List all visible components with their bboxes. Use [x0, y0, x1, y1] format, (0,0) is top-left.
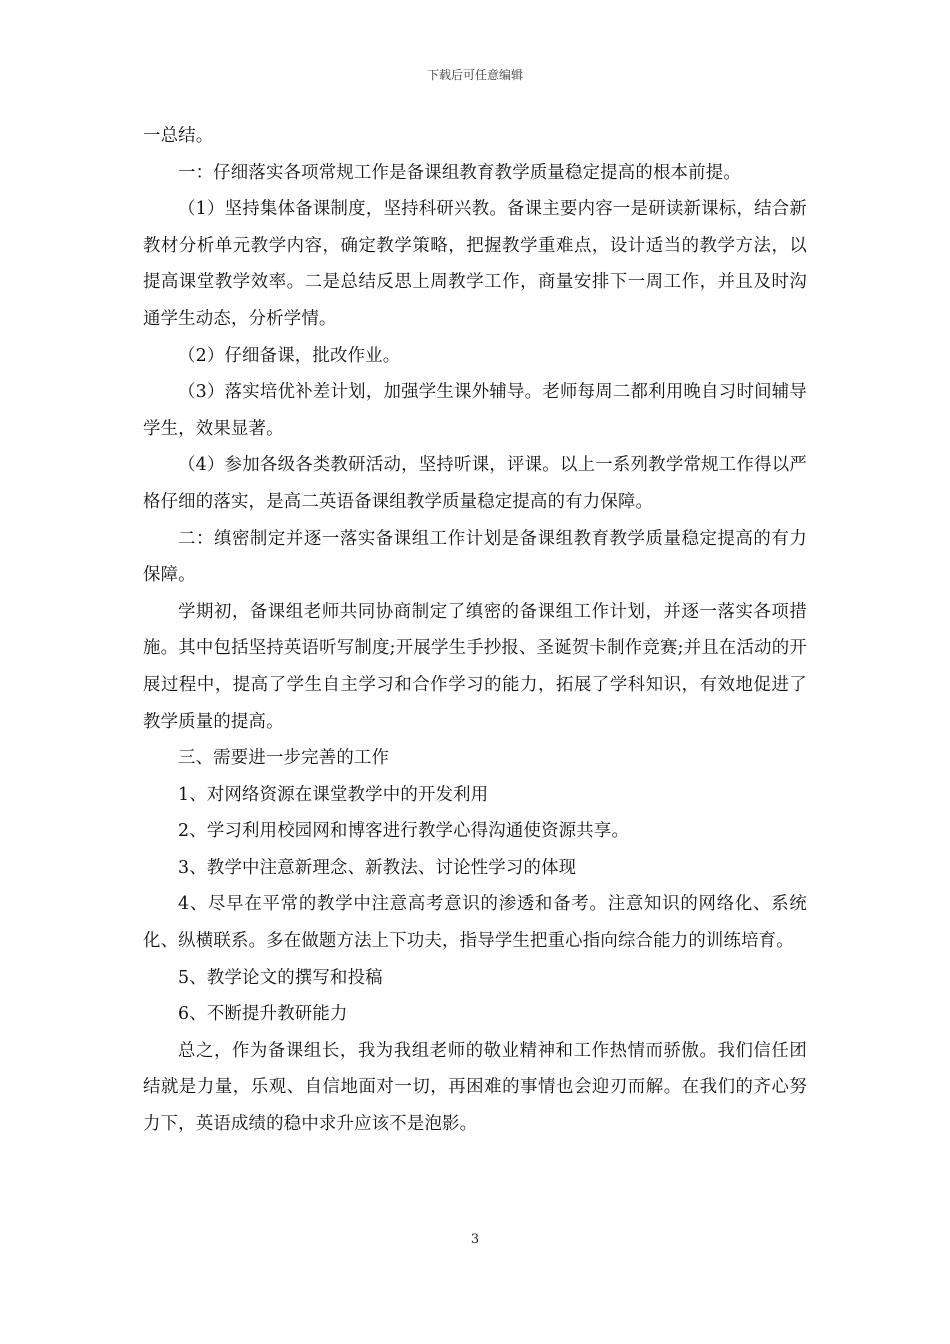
paragraph: 2、学习利用校园网和博客进行教学心得沟通使资源共享。 [178, 821, 630, 842]
paragraph: 学期初，备课组老师共同协商制定了缜密的备课组工作计划，并逐一落实各项措施。其中包括坚持英语听写制度;开展学生手抄报、圣诞贺卡制作竞赛;并且在活动的开展过程中，提高了学生自主学习和合作学习的能力，拓展了学科知识，有效地促进了教学质量的提高。 [143, 601, 807, 732]
paragraph: 3、教学中注意新理念、新教法、讨论性学习的体现 [178, 857, 577, 878]
paragraph: 一：仔细落实各项常规工作是备课组教育教学质量稳定提高的根本前提。 [178, 162, 741, 183]
paragraph: 1、对网络资源在课堂教学中的开发利用 [178, 784, 489, 805]
paragraph: 一总结。 [143, 126, 214, 146]
paragraph: 总之，作为备课组长，我为我组老师的敬业精神和工作热情而骄傲。我们信任团结就是力量，乐观、自信地面对一切，再困难的事情也会迎刃而解。在我们的齐心努力下，英语成绩的稳中求升应该不是泡影。 [143, 1040, 807, 1135]
paragraph: 三、需要进一步完善的工作 [178, 748, 390, 769]
page-number: 3 [470, 1232, 480, 1247]
paragraph: （4）参加各级各类教研活动，坚持听课，评课。以上一系列教学常规工作得以严格仔细的落实，是高二英语备课组教学质量稳定提高的有力保障。 [143, 455, 807, 512]
paragraph: （1）坚持集体备课制度，坚持科研兴教。备课主要内容一是研读新课标，结合新教材分析单元教学内容，确定教学策略，把握教学重难点，设计适当的教学方法，以提高课堂教学效率。二是总结反思上周教学工作，商量安排下一周工作，并且及时沟通学生动态，分析学情。 [143, 199, 807, 329]
paragraph: （3）落实培优补差计划，加强学生课外辅导。老师每周二都利用晚自习时间辅导学生，效果显著。 [143, 382, 807, 439]
paragraph: （2）仔细备课，批改作业。 [178, 345, 401, 366]
page-header: 下载后可任意编辑 [426, 68, 523, 82]
paragraph: 4、尽早在平常的教学中注意高考意识的渗透和备考。注意知识的网络化、系统化、纵横联系。多在做题方法上下功夫，指导学生把重心指向综合能力的训练培育。 [143, 894, 807, 952]
paragraph: 5、教学论文的撰写和投稿 [178, 967, 383, 988]
paragraph: 二：缜密制定并逐一落实备课组工作计划是备课组教育教学质量稳定提高的有力保障。 [143, 528, 807, 586]
document-body [143, 118, 807, 1143]
paragraph: 6、不断提升教研能力 [178, 1004, 348, 1025]
